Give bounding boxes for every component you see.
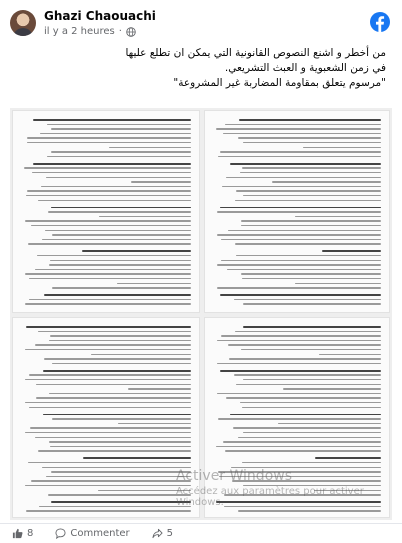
windows-activation-watermark [176, 468, 402, 508]
document-text-line [49, 441, 191, 442]
document-text-line [27, 142, 191, 143]
document-text-line [38, 450, 191, 451]
document-text-line [25, 220, 191, 221]
document-text-line [303, 147, 381, 148]
document-text-line [27, 137, 191, 138]
document-text-line [38, 200, 191, 201]
document-text-line [235, 243, 381, 244]
document-text-line [217, 363, 381, 364]
document-text-line [226, 177, 381, 178]
document-text-line [283, 388, 382, 389]
document-text-line [46, 177, 191, 178]
document-text-line [223, 133, 381, 134]
document-text-line [36, 384, 191, 385]
document-text-line [221, 335, 381, 336]
document-text-line [234, 299, 381, 300]
post-meta: il y a 2 heures · [44, 26, 136, 37]
document-text-line [25, 303, 191, 304]
document-text-line [235, 331, 381, 332]
document-text-line [217, 211, 381, 212]
document-text-line [28, 462, 191, 463]
document-text-line [220, 370, 381, 372]
document-text-line [25, 485, 192, 486]
document-text-line [40, 133, 191, 134]
post-text-line: من أخطر و اشنع النصوص القانونية التي يمكن ان تطلع عليها [125, 47, 386, 59]
document-text-line [91, 354, 191, 355]
document-text-line [26, 326, 192, 328]
document-text-line [29, 374, 191, 375]
document-text-line [29, 278, 191, 279]
document-text-line [48, 211, 191, 212]
document-page[interactable] [12, 110, 200, 313]
document-text-line [238, 510, 381, 511]
document-text-line [322, 250, 381, 252]
document-text-line [52, 234, 191, 235]
document-text-line [33, 163, 191, 165]
document-text-line [243, 142, 381, 143]
document-text-line [51, 471, 191, 472]
document-text-line [51, 128, 191, 129]
document-text-line [233, 427, 381, 428]
document-text-line [295, 216, 381, 217]
post-text-line: "مرسوم يتعلق بمقاومة المضاربة غير المشروعة" [173, 77, 386, 89]
document-text-line [218, 156, 381, 157]
document-text-line [29, 299, 191, 300]
document-text-line [242, 278, 381, 279]
document-text-line [128, 388, 192, 389]
share-count: 5 [166, 528, 174, 539]
document-text-line [242, 167, 381, 168]
document-text-line [242, 462, 381, 463]
document-text-line [220, 151, 382, 152]
document-text-line [109, 147, 191, 148]
document-text-line [220, 294, 381, 296]
document-text-line [227, 269, 381, 270]
document-text-line [217, 234, 381, 235]
document-text-line [42, 239, 191, 240]
document-text-line [230, 163, 381, 165]
document-text-line [319, 354, 381, 355]
comment-icon [55, 528, 66, 539]
document-text-line [217, 340, 381, 341]
document-text-line [51, 207, 191, 209]
document-text-line [217, 393, 381, 394]
document-page[interactable] [12, 317, 200, 518]
document-text-line [35, 344, 191, 345]
document-image-grid[interactable] [10, 108, 392, 520]
author-name[interactable]: Ghazi Chaouachi [44, 9, 156, 23]
document-text-line [27, 190, 191, 191]
document-text-line [272, 181, 381, 182]
document-text-line [83, 457, 191, 459]
document-text-line [216, 446, 381, 447]
document-text-line [241, 225, 381, 226]
document-text-line [117, 283, 191, 284]
document-text-line [295, 283, 381, 284]
document-text-line [217, 264, 381, 265]
document-text-line [25, 432, 191, 433]
document-text-line [32, 172, 191, 173]
document-page[interactable] [204, 110, 390, 313]
document-text-line [241, 220, 381, 221]
avatar[interactable] [10, 10, 36, 36]
document-text-line [315, 457, 381, 459]
document-text-line [238, 137, 381, 138]
document-text-line [99, 216, 191, 217]
document-text-line [82, 250, 191, 252]
document-text-line [47, 156, 191, 157]
document-text-line [218, 418, 381, 419]
document-text-line [26, 195, 191, 196]
post-text [116, 46, 386, 91]
document-text-line [216, 128, 381, 129]
document-text-line [118, 423, 191, 424]
document-text-line [35, 269, 191, 270]
document-text-line [30, 427, 191, 428]
document-text-line [31, 225, 191, 226]
document-text-line [26, 510, 191, 511]
facebook-icon[interactable] [370, 12, 390, 32]
document-text-line [230, 414, 381, 416]
post-action-bar [0, 523, 402, 543]
document-text-line [43, 414, 191, 416]
document-text-line [243, 326, 381, 328]
document-text-line [50, 335, 191, 336]
document-text-line [25, 379, 191, 380]
comment-label: Commenter [70, 528, 130, 539]
post-time[interactable]: il y a 2 heures [44, 26, 115, 37]
document-text-line [25, 349, 191, 350]
document-text-line [221, 239, 381, 240]
document-text-line [29, 407, 191, 408]
document-text-line [217, 287, 381, 288]
document-text-line [242, 407, 381, 408]
document-text-line [39, 506, 191, 507]
document-text-line [52, 363, 191, 364]
document-text-line [51, 501, 191, 503]
document-text-line [50, 260, 191, 261]
document-text-line [44, 294, 191, 296]
document-text-line [241, 273, 381, 274]
document-text-line [24, 167, 191, 168]
document-text-line [38, 331, 191, 332]
document-text-line [226, 397, 381, 398]
document-text-line [241, 349, 381, 350]
document-text-line [225, 450, 381, 451]
document-text-line [41, 186, 191, 187]
document-text-line [49, 264, 191, 265]
document-text-line [240, 402, 381, 403]
document-text-line [31, 480, 191, 481]
document-text-line [33, 119, 191, 121]
document-text-line [50, 446, 191, 447]
like-button[interactable] [12, 528, 33, 539]
document-text-line [48, 494, 191, 495]
document-text-line [234, 374, 381, 375]
post-header [0, 0, 402, 46]
document-text-line [49, 340, 191, 341]
document-text-line [222, 186, 381, 187]
document-text-line [243, 195, 381, 196]
document-text-line [43, 370, 191, 372]
document-text-line [131, 181, 191, 182]
document-text-line [243, 432, 381, 433]
document-text-line [235, 200, 382, 201]
document-text-line [238, 437, 381, 438]
document-text-line [221, 260, 381, 261]
document-text-line [243, 303, 381, 304]
document-text-line [229, 358, 381, 359]
document-text-line [236, 384, 381, 385]
document-text-line [220, 207, 381, 209]
document-text-line [35, 437, 191, 438]
like-count: 8 [27, 528, 34, 539]
share-icon [152, 528, 163, 539]
document-text-line [228, 344, 381, 345]
document-text-line [25, 273, 191, 274]
document-text-line [225, 124, 381, 125]
comment-button[interactable] [55, 528, 129, 539]
document-text-line [25, 402, 191, 403]
document-text-line [228, 230, 381, 231]
share-button[interactable] [152, 528, 173, 539]
document-text-line [46, 476, 192, 477]
document-text-line [243, 379, 381, 380]
document-text-line [28, 243, 191, 244]
like-icon [12, 528, 23, 539]
document-text-line [47, 124, 191, 125]
globe-icon [126, 27, 136, 37]
document-text-line [52, 287, 191, 288]
document-text-line [240, 172, 381, 173]
watermark-title: Activer Windows [176, 468, 293, 484]
document-text-line [223, 441, 381, 442]
document-text-line [52, 418, 191, 419]
document-text-line [42, 467, 191, 468]
document-text-line [278, 423, 381, 424]
document-text-line [45, 230, 191, 231]
document-text-line [236, 190, 381, 191]
document-text-line [37, 255, 191, 256]
document-text-line [36, 397, 191, 398]
document-text-line [49, 393, 191, 394]
post-text-line: في زمن الشعبوية و العبث التشريعي. [224, 62, 386, 74]
document-text-line [236, 255, 381, 256]
watermark-subtitle: Accédez aux paramètres pour activer Windows. [176, 486, 364, 508]
document-text-line [44, 358, 191, 359]
document-text-line [51, 151, 191, 152]
document-text-line [239, 119, 381, 121]
